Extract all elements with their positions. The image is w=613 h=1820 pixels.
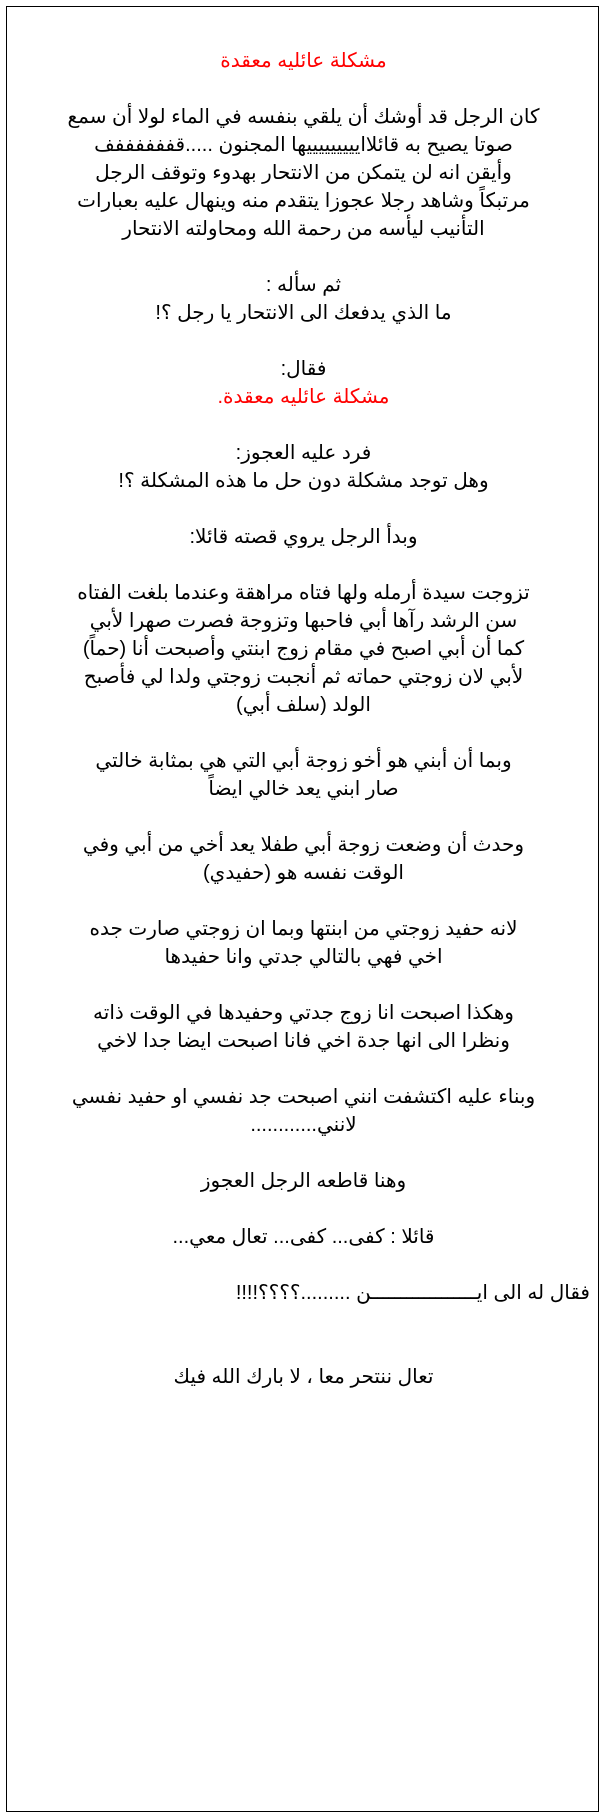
interrupt-line: وهنا قاطعه الرجل العجوز — [200, 1170, 407, 1192]
old-man-says: قائلا : كفى... كفى... تعال معي... — [172, 1226, 435, 1248]
para4-line: لانه حفيد زوجتي من ابنتها وبما ان زوجتي صارت جده — [89, 918, 518, 940]
para2-line: وبما أن أبني هو أخو زوجة أبي التي هي بمثابة خالتي — [95, 750, 512, 772]
where-line: فقال له الى ايــــــــــــــــــن .........؟؟؟؟!!!! — [235, 1282, 590, 1304]
para1-line: كما أن أبي اصبح في مقام زوج ابنتي وأصبحت أنا (حماً) — [82, 638, 525, 660]
para1-line: لأبي لان زوجتي حماته ثم أنجبت زوجتي ولدا لي فأصبح — [83, 666, 524, 688]
para5-line: وهكذا اصبحت انا زوج جدتي وحفيدها في الوقت ذاته — [93, 1002, 514, 1024]
para5-line: ونظرا الى انها جدة اخي فانا اصبحت ايضا جدا لاخي — [97, 1030, 510, 1052]
para1-line: سن الرشد رآها أبي فاحبها وتزوجة فصرت صهرا لأبي — [89, 610, 518, 632]
para3-line: وحدث أن وضعت زوجة أبي طفلا يعد أخي من أبي وفي — [82, 834, 525, 856]
question-text: ما الذي يدفعك الى الانتحار يا رجل ؟! — [155, 302, 452, 324]
para6-line: لانني............ — [250, 1114, 357, 1136]
para1-line: الولد (سلف أبي) — [236, 694, 371, 716]
story-start: وبدأ الرجل يروي قصته قائلا: — [189, 526, 418, 548]
question-lead: ثم سأله : — [265, 274, 342, 296]
intro-line: مرتبكاً وشاهد رجلا عجوزا يتقدم منه وينهال عليه بعبارات — [77, 190, 530, 212]
ending-line: تعال ننتحر معا ، لا بارك الله فيك — [173, 1366, 434, 1388]
reply-lead: فرد عليه العجوز: — [235, 442, 372, 464]
reply-text: وهل توجد مشكلة دون حل ما هذه المشكلة ؟! — [118, 470, 489, 492]
para4-line: اخي فهي بالتالي جدتي وانا حفيدها — [164, 946, 443, 968]
intro-line: كان الرجل قد أوشك أن يلقي بنفسه في الماء لولا أن سمع — [67, 106, 540, 128]
answer-text: مشكلة عائليه معقدة. — [217, 386, 390, 408]
page-frame — [6, 6, 599, 1812]
story-title: مشكلة عائليه معقدة — [220, 50, 387, 72]
answer-lead: فقال: — [280, 358, 327, 380]
para2-line: صار ابني يعد خالي ايضاً — [208, 778, 399, 800]
intro-line: صوتا يصيح به قائلاايييييييييها المجنون .....قففففففف — [94, 134, 513, 156]
para3-line: الوقت نفسه هو (حفيدي) — [203, 862, 404, 884]
para6-line: وبناء عليه اكتشفت انني اصبحت جد نفسي او حفيد نفسي — [71, 1086, 536, 1108]
intro-line: التأنيب ليأسه من رحمة الله ومحاولته الانتحار — [122, 218, 485, 240]
story-body — [17, 47, 590, 1391]
intro-line: وأيقن انه لن يتمكن من الانتحار بهدوء وتوقف الرجل — [95, 162, 512, 184]
para1-line: تزوجت سيدة أرمله ولها فتاه مراهقة وعندما بلغت الفتاه — [77, 582, 530, 604]
